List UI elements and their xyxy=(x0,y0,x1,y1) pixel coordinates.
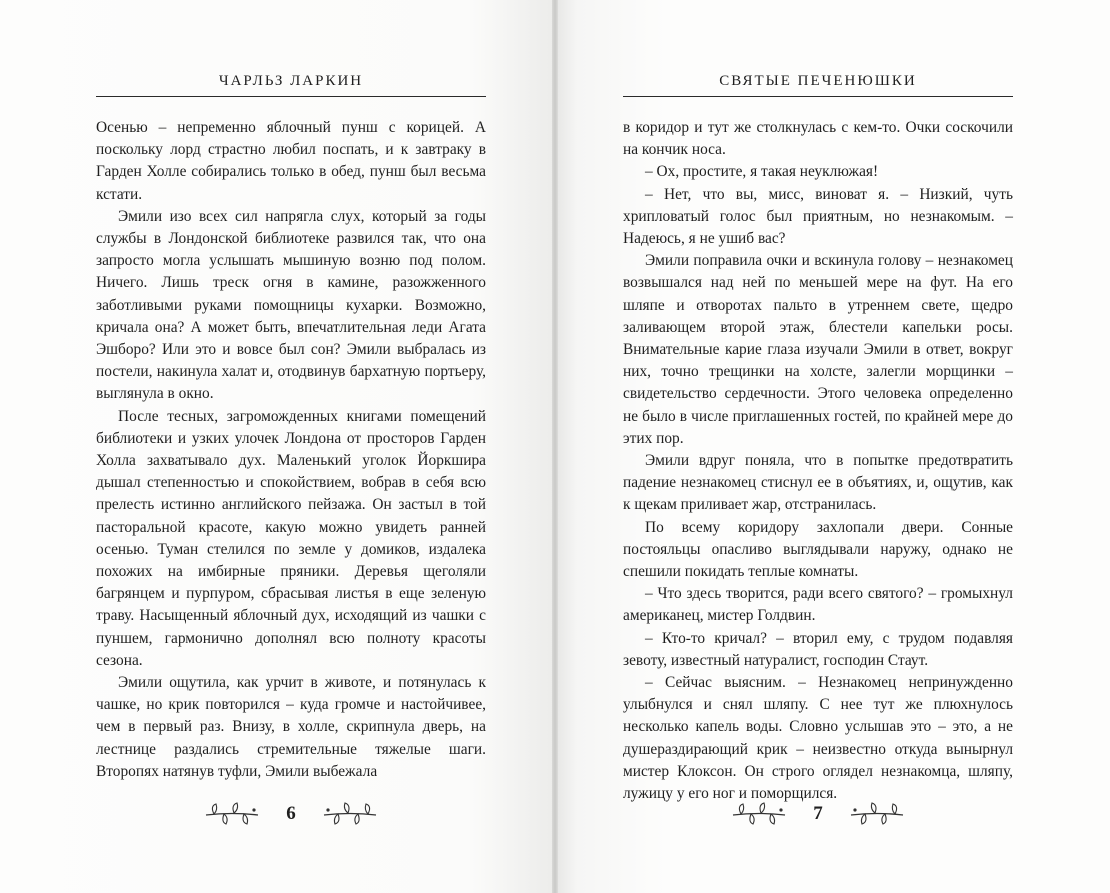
page-number: 7 xyxy=(813,803,823,824)
leaf-sprig-icon xyxy=(731,802,789,826)
left-page-text xyxy=(96,117,486,783)
leaf-sprig-icon xyxy=(320,802,378,826)
paragraph: – Нет, что вы, мисс, виноват я. – Низкий, чуть хрипловатый голос был приятным, но незнакомым. – Надеюсь, я не ушиб вас? xyxy=(623,185,1013,248)
page-footer xyxy=(96,800,486,828)
paragraph: Эмили ощутила, как урчит в животе, и потянулась к чашке, но крик повторился – куда громче и настойчивее, чем в первый раз. Внизу, в холле, скрипнула дверь, на лестнице раздались стремительные тяжелые шаги. Второпях натянув туфли, Эмили выбежала xyxy=(96,674,486,780)
paragraph: Эмили вдруг поняла, что в попытке предотвратить падение незнакомец стиснул ее в объятиях, и, ощутив, как к щекам приливает жар, отстранилась. xyxy=(623,452,1013,514)
running-head-title: СВЯТЫЕ ПЕЧЕНЮШКИ xyxy=(623,70,1013,97)
book-gutter xyxy=(552,0,558,893)
paragraph: Эмили изо всех сил напрягла слух, который за годы службы в Лондонской библиотеке развился так, что она запросто могла услышать мышиную возню под полом. Ничего. Лишь треск огня в камине, разожженного заботливыми руками помощницы кухарки. Возможно, кричала она? А может быть, впечатлительная леди Агата Эшборо? Или это и вовсе был сон? Эмили выбралась из постели, накинула халат и, отодвинув бархатную портьеру, выглянула в окно. xyxy=(96,207,486,403)
leaf-sprig-icon xyxy=(847,802,905,826)
paragraph: – Сейчас выясним. – Незнакомец непринужденно улыбнулся и снял шляпу. С нее тут же плюхнулось несколько капель воды. Словно услышав это – это, а не душераздирающий крик – неизвестно откуда вынырнул мистер Клоксон. Он строго оглядел незнакомца, шляпу, лужицу у его ног и поморщился. xyxy=(623,674,1013,803)
page-footer xyxy=(623,800,1013,828)
leaf-sprig-icon xyxy=(204,802,262,826)
paragraph: Осенью – непременно яблочный пунш с корицей. А поскольку лорд страстно любил поспать, и к завтраку в Гарден Холле собирались только в обед, пунш был весьма кстати. xyxy=(96,119,486,203)
right-page xyxy=(555,0,1110,893)
paragraph: По всему коридору захлопали двери. Сонные постояльцы опасливо выглядывали наружу, однако не спешили покидать теплые комнаты. xyxy=(623,518,1013,581)
running-head-author: ЧАРЛЬЗ ЛАРКИН xyxy=(96,70,486,97)
paragraph: – Что здесь творится, ради всего святого? – громыхнул американец, мистер Голдвин. xyxy=(623,585,1013,625)
paragraph: в коридор и тут же столкнулась с кем-то. Очки соскочили на кончик носа. xyxy=(623,119,1013,159)
right-page-text xyxy=(623,117,1013,805)
paragraph: – Кто-то кричал? – вторил ему, с трудом подавляя зевоту, известный натуралист, господин Стаут. xyxy=(623,629,1013,669)
page-number: 6 xyxy=(286,803,296,824)
paragraph: Эмили поправила очки и вскинула голову – незнакомец возвышался над ней по меньшей мере на фут. На его шляпе и отворотах пальто в утреннем свете, щедро заливающем второй этаж, блестели капельки росы. Внимательные карие глаза изучали Эмили в ответ, вокруг них, точно трещинки на холсте, залегли морщинки – свидетельство сердечности. Этого человека определенно не было в числе приглашенных гостей, по крайней мере до этих пор. xyxy=(623,252,1013,447)
paragraph: – Ох, простите, я такая неуклюжая! xyxy=(645,163,879,181)
paragraph: После тесных, загроможденных книгами помещений библиотеки и узких улочек Лондона от просторов Гарден Холла захватывало дух. Маленький уголок Йоркшира дышал степенностью и спокойствием, вобрав в себя всю прелесть истинно английского пейзажа. Он застыл в той пасторальной красоте, какую можно увидеть ранней осенью. Туман стелился по земле у домиков, издалека похожих на имбирные пряники. Деревья щеголяли багрянцем и пурпуром, сбрасывая листья в еще зеленую траву. Насыщенный яблочный дух, исходящий из чашки с пуншем, гармонично дополнял всю полноту красоты сезона. xyxy=(96,407,486,669)
